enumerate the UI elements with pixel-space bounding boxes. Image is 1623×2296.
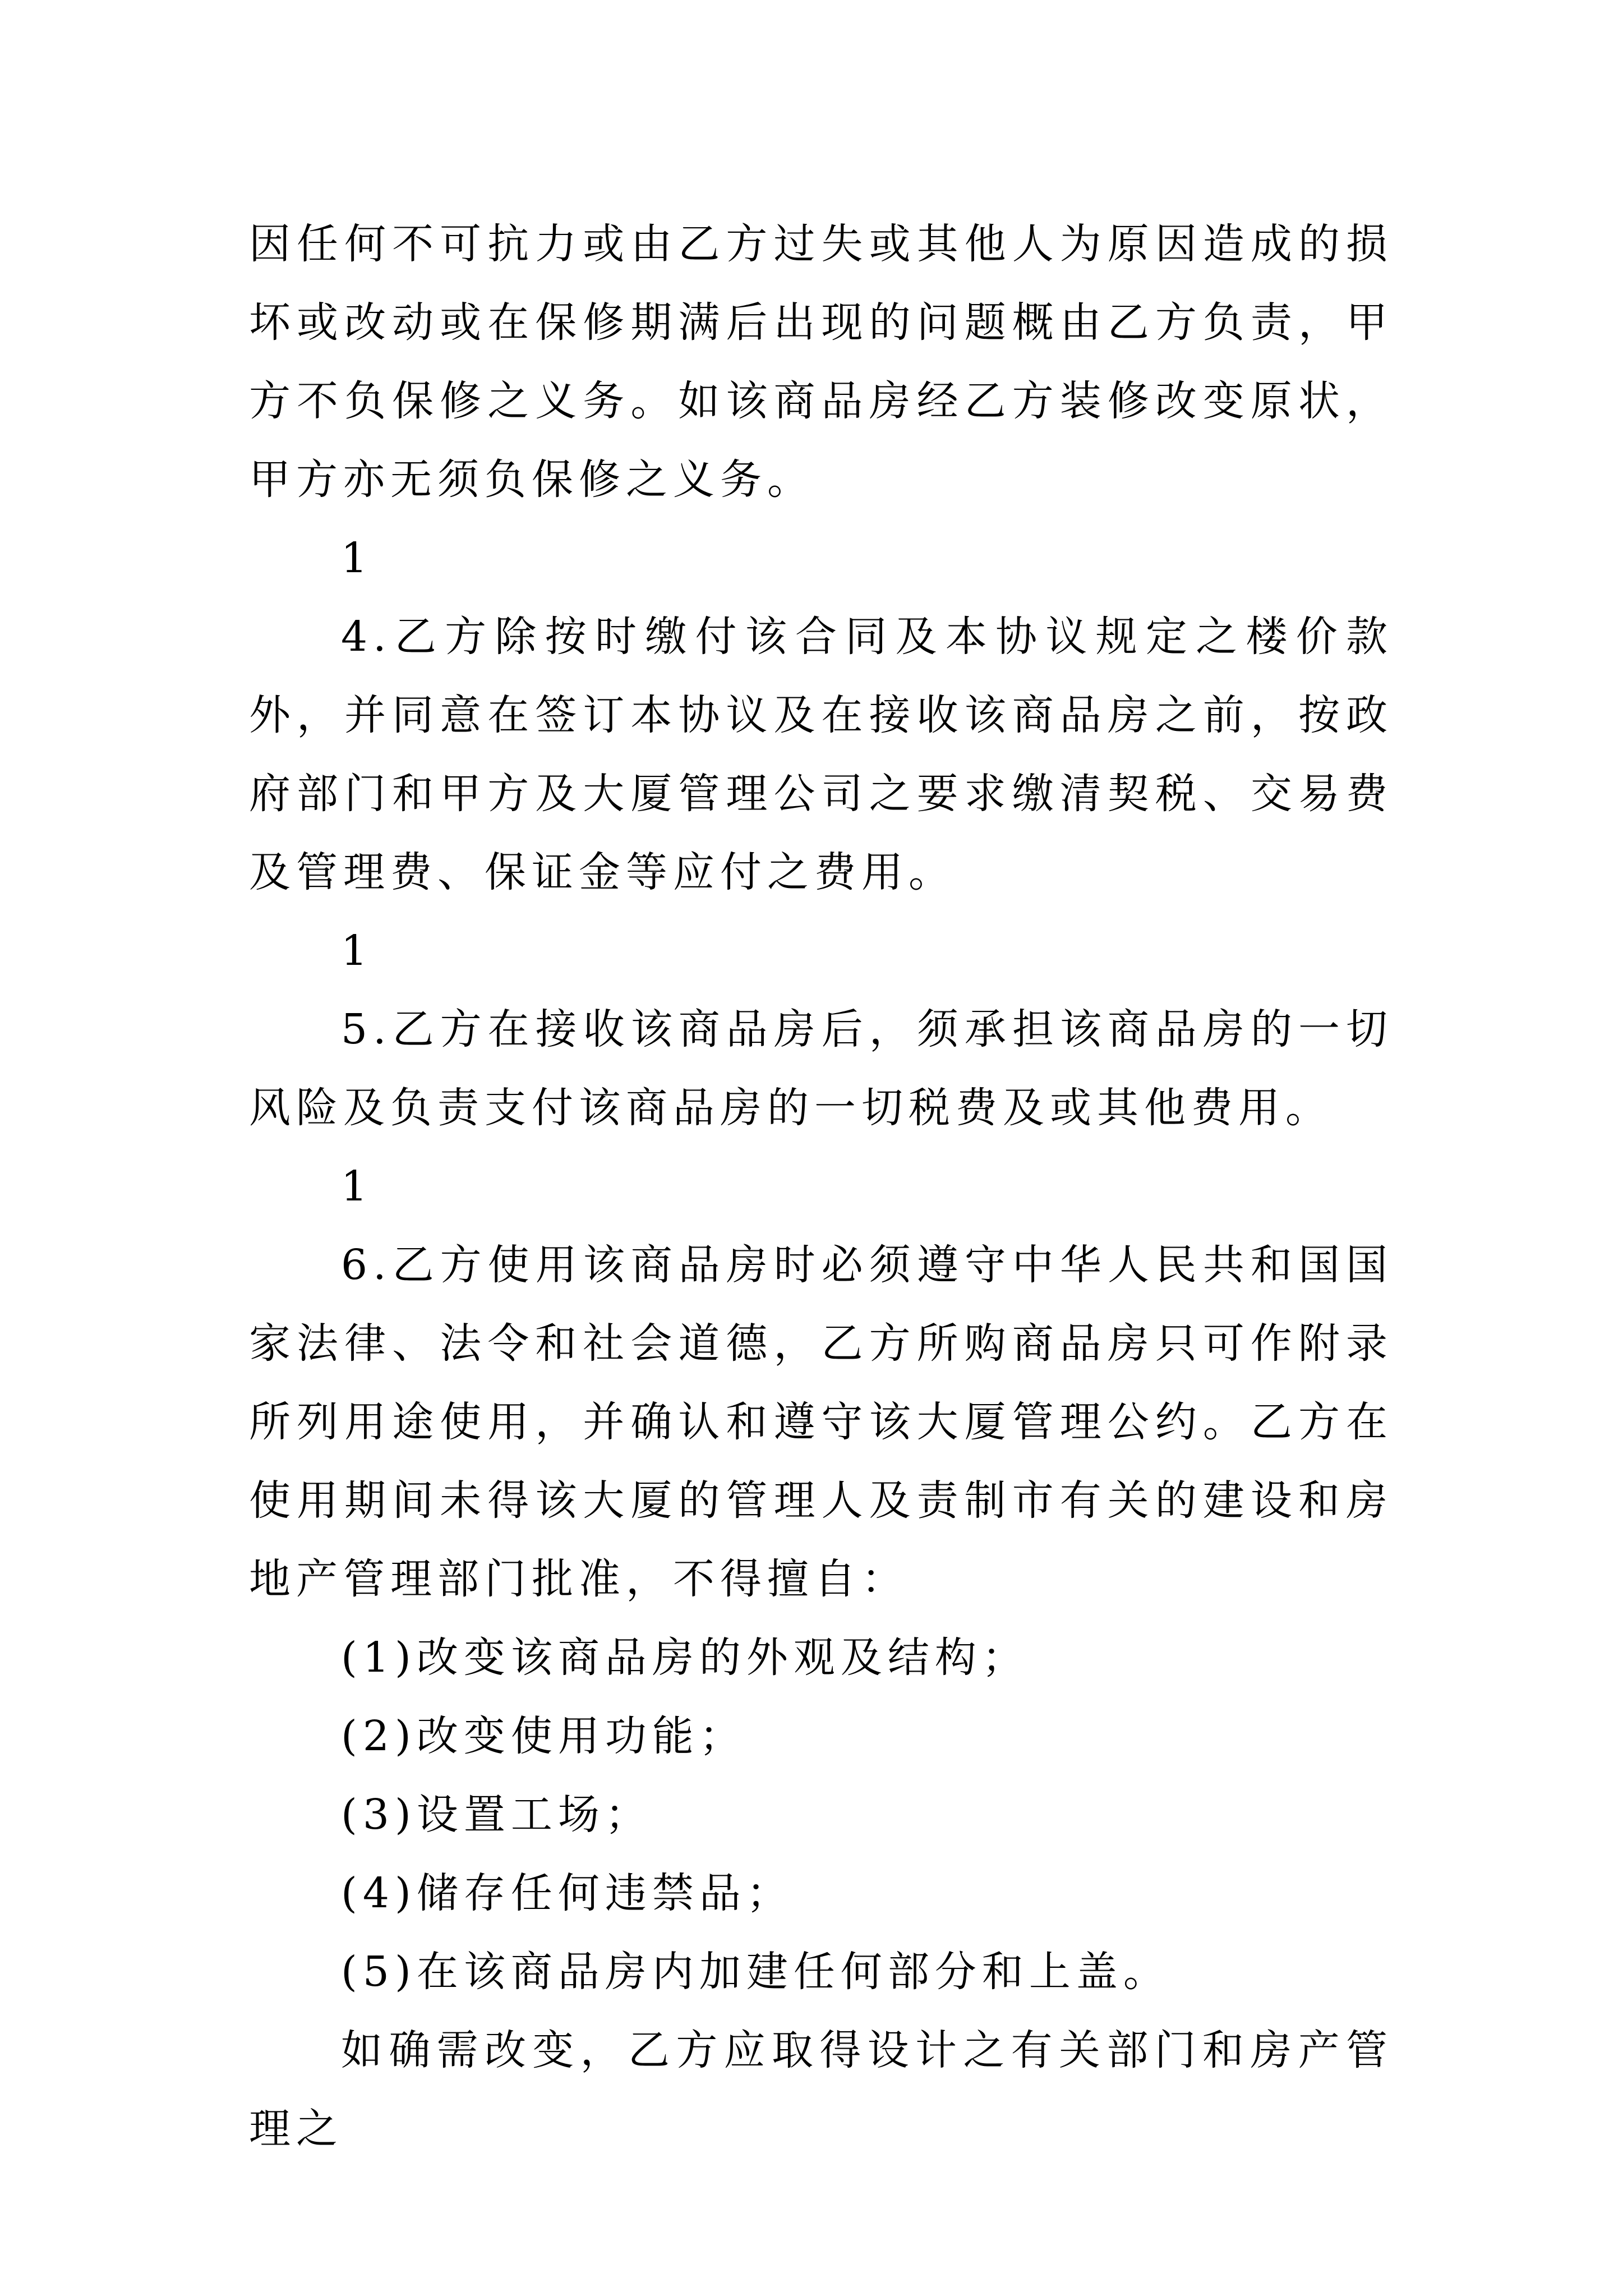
- paragraph-clause-5: 5.乙方在接收该商品房后，须承担该商品房的一切风险及负责支付该商品房的一切税费及或其他费用。: [249, 1005, 1393, 1132]
- list-item: (1)改变该商品房的外观及结构；: [341, 1634, 1029, 1682]
- list-item: (2)改变使用功能；: [341, 1712, 746, 1760]
- list-item: (4)储存任何违禁品；: [341, 1869, 794, 1917]
- page-marker: 1: [341, 1162, 374, 1211]
- list-item: (5)在该商品房内加建任何部分和上盖。: [341, 1948, 1170, 1996]
- paragraph-clause-4: 4.乙方除按时缴付该合同及本协议规定之楼价款外，并同意在签订本协议及在接收该商品房之前，按政府部门和甲方及大厦管理公司之要求缴清契税、交易费及管理费、保证金等应付之费用。: [249, 613, 1393, 896]
- page-marker: 1: [341, 534, 374, 582]
- document-body: [249, 205, 1393, 2168]
- paragraph-clause-6: 6.乙方使用该商品房时必须遵守中华人民共和国国家法律、法令和社会道德，乙方所购商品房只可作附录所列用途使用，并确认和遵守该大厦管理公约。乙方在使用期间未得该大厦的管理人及责制市有关的建设和房地产管理部门批准，不得擅自：: [249, 1241, 1393, 1603]
- page-marker: 1: [341, 927, 374, 975]
- list-item: (3)设置工场；: [341, 1791, 652, 1839]
- paragraph-warranty-exclusion: 因任何不可抗力或由乙方过失或其他人为原因造成的损坏或改动或在保修期满后出现的问题概由乙方负责，甲方不负保修之义务。如该商品房经乙方装修改变原状，甲方亦无须负保修之义务。: [249, 220, 1393, 504]
- paragraph-continuation: 如确需改变，乙方应取得设计之有关部门和房产管理之: [249, 2026, 1393, 2153]
